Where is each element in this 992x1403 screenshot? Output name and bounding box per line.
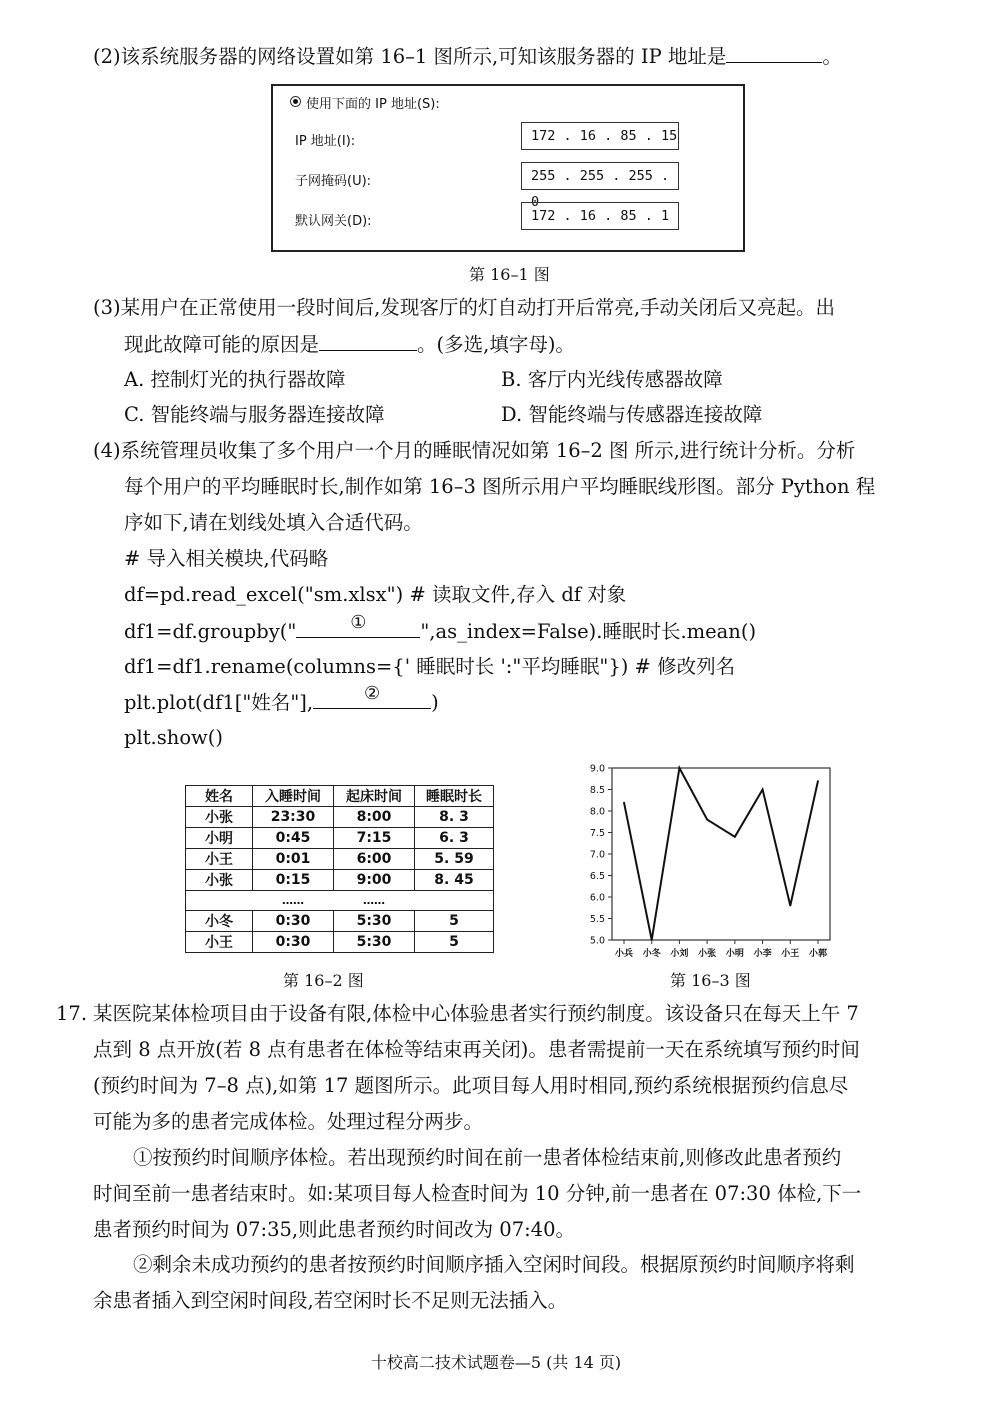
y-tick-label: 6.0 — [589, 892, 605, 904]
code-line-3: df1=df.groupby(" ① ",as_index=False).睡眠时长.mean() — [124, 612, 757, 643]
code-line-2: df=pd.read_excel("sm.xlsx") # 读取文件,存入 df 对象 — [124, 583, 627, 606]
table-row — [186, 911, 494, 932]
y-tick-label: 7.0 — [589, 849, 605, 861]
x-tick-label: 小张 — [698, 949, 717, 959]
table-cell: 5:30 — [334, 932, 415, 953]
code-line-4: df1=df1.rename(columns={' 睡眠时长 ':"平均睡眠"}) # 修改列名 — [124, 655, 736, 678]
q17-line: ②剩余未成功预约的患者按预约时间顺序插入空闲时间段。根据原预约时间顺序将剩 — [133, 1253, 855, 1276]
sleep-line-chart — [580, 760, 842, 970]
option-c: C. 智能终端与服务器连接故障 — [124, 403, 385, 426]
table-cell: 5. 59 — [415, 849, 494, 870]
q16-part4-line3: 序如下,请在划线处填入合适代码。 — [124, 511, 423, 534]
y-tick-label: 5.0 — [589, 935, 605, 947]
x-tick-label: 小明 — [725, 949, 744, 959]
answer-blank — [726, 44, 822, 63]
code-blank-1: ① — [296, 619, 420, 638]
q16-part4-line1: (4)系统管理员收集了多个用户一个月的睡眠情况如第 16–2 图 所示,进行统计分析。分析 — [93, 439, 856, 462]
radio-label: 使用下面的 IP 地址(S): — [306, 97, 440, 112]
table-cell: …… — [253, 891, 334, 911]
q17-line: 余患者插入到空闲时间段,若空闲时长不足则无法插入。 — [93, 1289, 568, 1312]
table-cell — [415, 891, 494, 911]
q17-number: 17. — [56, 1002, 88, 1025]
mask-label: 子网掩码(U): — [295, 174, 372, 189]
y-tick-label: 9.0 — [589, 763, 605, 775]
code-blank-2: ② — [313, 690, 431, 709]
table-cell: 8:00 — [334, 807, 415, 828]
sleep-table — [185, 785, 494, 953]
table-cell: 小张 — [186, 870, 253, 891]
y-tick-label: 6.5 — [589, 871, 605, 882]
data-point — [706, 819, 708, 821]
table-cell: 7:15 — [334, 828, 415, 849]
y-tick-label: 8.5 — [589, 785, 605, 796]
q17-line: 时间至前一患者结束时。如:某项目每人检查时间为 10 分钟,前一患者在 07:30 体检,下一 — [93, 1182, 862, 1205]
table-header: 起床时间 — [334, 786, 415, 807]
table-cell: 0:30 — [253, 932, 334, 953]
series-line — [624, 768, 818, 940]
fig2-caption: 第 16–2 图 — [283, 971, 364, 990]
x-tick-label: 小王 — [781, 949, 800, 959]
option-a: A. 控制灯光的执行器故障 — [124, 368, 346, 391]
data-point — [623, 802, 625, 804]
data-point — [817, 780, 819, 782]
q17-line: 可能为多的患者完成体检。处理过程分两步。 — [93, 1110, 484, 1133]
q17-line: (预约时间为 7–8 点),如第 17 题图所示。此项目每人用时相同,预约系统根据预约信息尽 — [93, 1074, 849, 1097]
table-cell: 0:15 — [253, 870, 334, 891]
table-row — [186, 870, 494, 891]
table-header: 入睡时间 — [253, 786, 334, 807]
q16-part3-line2: 现此故障可能的原因是 。(多选,填字母)。 — [124, 333, 575, 356]
code-line-5: plt.plot(df1["姓名"], ② ) — [124, 683, 439, 714]
q17-line: 患者预约时间为 07:35,则此患者预约时间改为 07:40。 — [93, 1218, 575, 1241]
table-cell: 6:00 — [334, 849, 415, 870]
table-cell: 8. 3 — [415, 807, 494, 828]
code-line-1: # 导入相关模块,代码略 — [124, 547, 329, 570]
code-line-6: plt.show() — [124, 726, 223, 749]
y-tick-label: 7.5 — [589, 828, 605, 839]
option-b: B. 客厅内光线传感器故障 — [501, 368, 723, 391]
data-point — [679, 767, 681, 769]
option-d: D. 智能终端与传感器连接故障 — [501, 403, 763, 426]
fig3-caption: 第 16–3 图 — [670, 971, 751, 990]
table-cell: 0:45 — [253, 828, 334, 849]
gateway-label: 默认网关(D): — [295, 214, 372, 229]
table-cell: 小冬 — [186, 911, 253, 932]
table-header: 姓名 — [186, 786, 253, 807]
table-cell: 小明 — [186, 828, 253, 849]
table-row — [186, 932, 494, 953]
table-row — [186, 807, 494, 828]
gateway-field: 172 . 16 . 85 . 1 — [521, 202, 679, 230]
q17-line: 点到 8 点开放(若 8 点有患者在体检等结束再关闭)。患者需提前一天在系统填写预约时间 — [93, 1038, 860, 1061]
table-cell: 23:30 — [253, 807, 334, 828]
data-point — [789, 905, 791, 907]
table-cell — [186, 891, 253, 911]
y-tick-label: 5.5 — [589, 914, 605, 925]
table-cell: 小王 — [186, 932, 253, 953]
page-footer: 十校高二技术试题卷—5 (共 14 页) — [370, 1353, 622, 1372]
table-cell: 8. 45 — [415, 870, 494, 891]
mask-field: 255 . 255 . 255 . 0 — [521, 162, 679, 190]
table-cell: …… — [334, 891, 415, 911]
table-cell: 9:00 — [334, 870, 415, 891]
q17-line: ①按预约时间顺序体检。若出现预约时间在前一患者体检结束前,则修改此患者预约 — [133, 1146, 842, 1169]
table-row-ellipsis — [186, 891, 494, 911]
x-tick-label: 小郭 — [808, 949, 828, 959]
q16-part3-line1: (3)某用户在正常使用一段时间后,发现客厅的灯自动打开后常亮,手动关闭后又亮起。出 — [93, 296, 836, 319]
table-row — [186, 828, 494, 849]
table-header: 睡眠时长 — [415, 786, 494, 807]
table-row — [186, 849, 494, 870]
radio-icon — [290, 96, 301, 107]
x-tick-label: 小冬 — [642, 949, 661, 959]
data-point — [762, 789, 764, 791]
data-point — [651, 939, 653, 941]
answer-blank — [319, 332, 417, 351]
table-header-row — [186, 786, 494, 807]
ip-field: 172 . 16 . 85 . 15 — [521, 122, 679, 150]
x-tick-label: 小李 — [753, 949, 772, 959]
table-cell: 5 — [415, 911, 494, 932]
table-cell: 小王 — [186, 849, 253, 870]
x-tick-label: 小刘 — [670, 949, 689, 959]
q16-part2: (2)该系统服务器的网络设置如第 16–1 图所示,可知该服务器的 IP 地址是 。 — [93, 45, 842, 68]
q16-part4-line2: 每个用户的平均睡眠时长,制作如第 16–3 图所示用户平均睡眠线形图。部分 Python 程 — [124, 475, 876, 498]
x-tick-label: 小兵 — [614, 949, 634, 959]
table-cell: 5 — [415, 932, 494, 953]
plot-frame — [612, 768, 830, 940]
ip-label: IP 地址(I): — [295, 134, 356, 149]
table-cell: 6. 3 — [415, 828, 494, 849]
ip-settings-dialog — [271, 84, 745, 252]
table-cell: 小张 — [186, 807, 253, 828]
table-cell: 0:30 — [253, 911, 334, 932]
q17-line: 某医院某体检项目由于设备有限,体检中心体验患者实行预约制度。该设备只在每天上午 7 — [93, 1002, 859, 1025]
y-tick-label: 8.0 — [589, 806, 605, 818]
fig1-caption: 第 16–1 图 — [469, 265, 550, 284]
table-cell: 0:01 — [253, 849, 334, 870]
data-point — [734, 836, 736, 838]
table-cell: 5:30 — [334, 911, 415, 932]
